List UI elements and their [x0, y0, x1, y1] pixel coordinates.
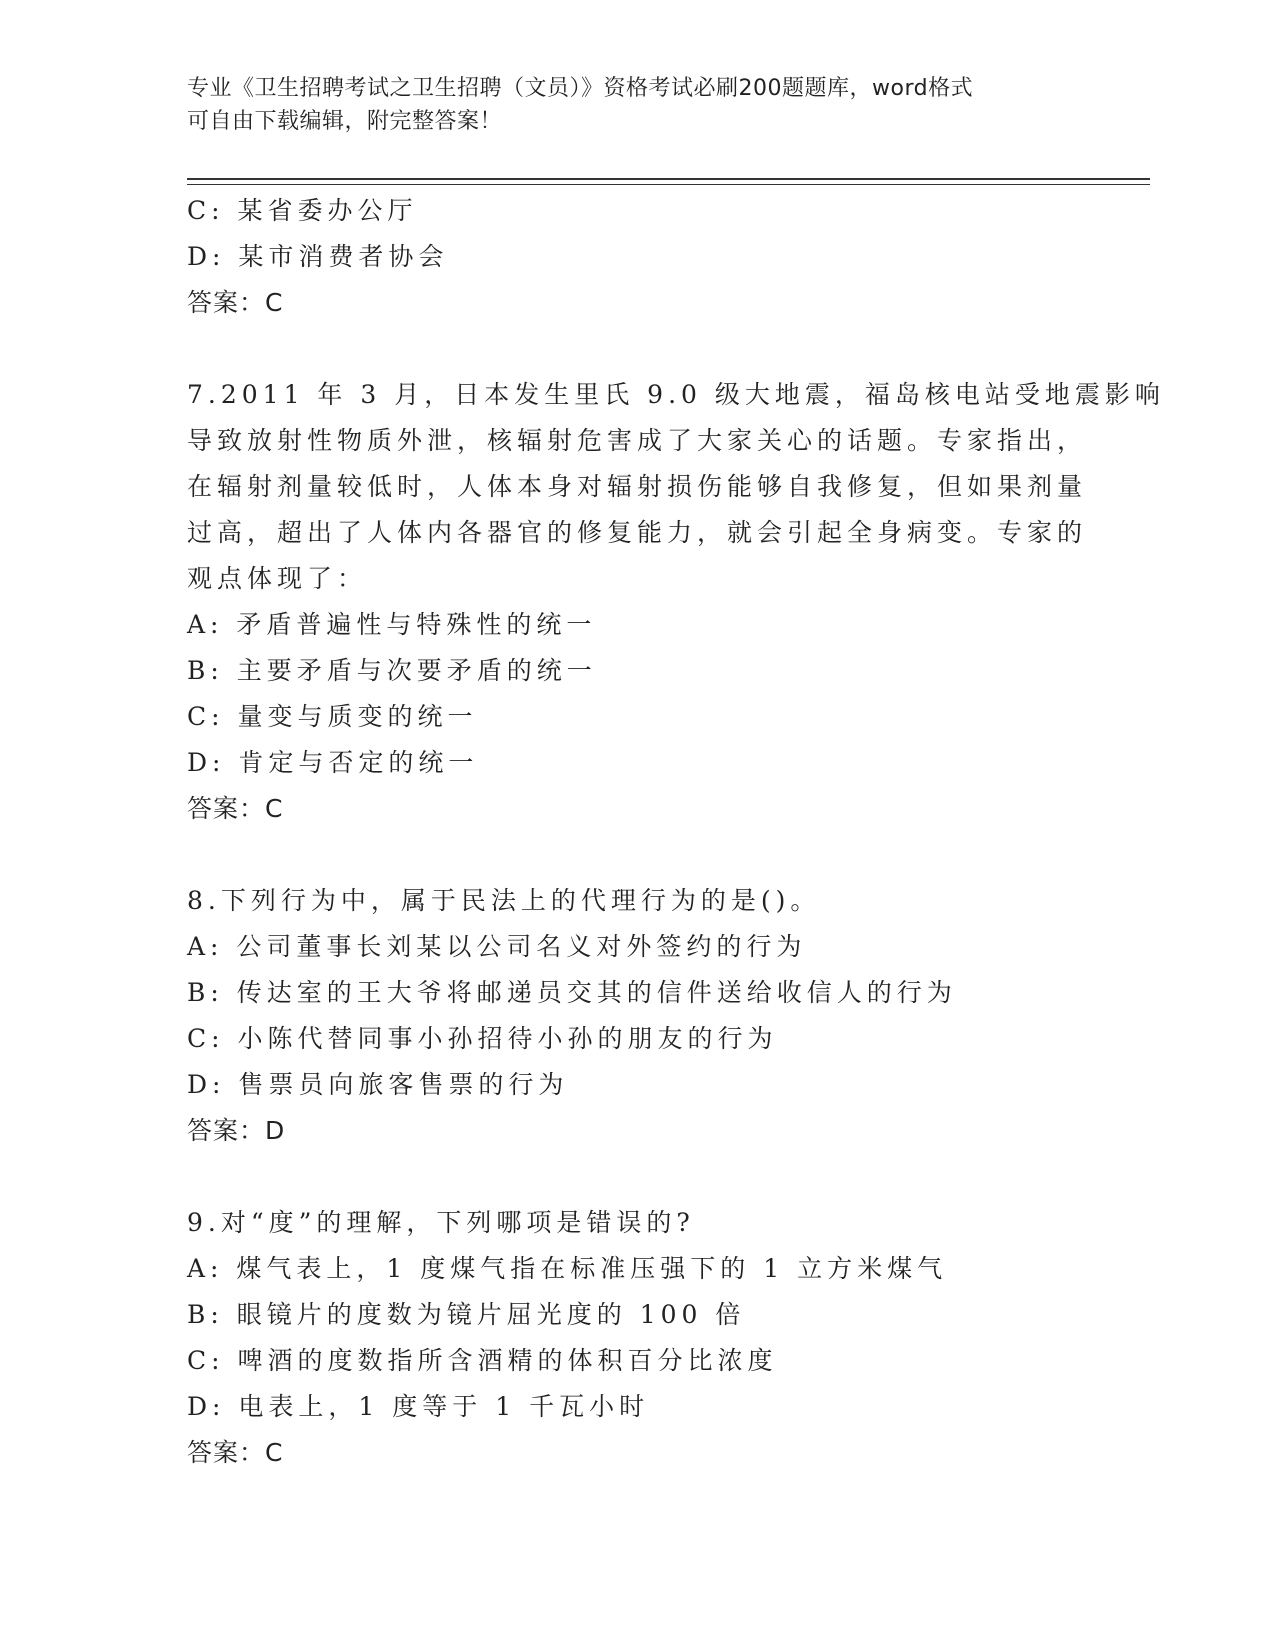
question-9 [187, 1200, 1067, 1476]
header-line-1: 专业《卫生招聘考试之卫生招聘（文员）》资格考试必刷200题题库，word格式 [187, 76, 974, 101]
q7-stem-line: 7.2011 年 3 月，日本发生里氏 9.0 级大地震，福岛核电站受地震影响 [187, 380, 1165, 409]
header-line-2: 可自由下载编辑，附完整答案！ [187, 109, 503, 134]
q7-option-a: A: 矛盾普遍性与特殊性的统一 [187, 610, 597, 639]
question-8 [187, 878, 1067, 1154]
q9-option-c: C: 啤酒的度数指所含酒精的体积百分比浓度 [187, 1346, 778, 1375]
document-header [187, 72, 1067, 138]
q8-option-d: D: 售票员向旅客售票的行为 [187, 1070, 569, 1099]
header-divider-thick [187, 178, 1150, 180]
q9-option-b: B: 眼镜片的度数为镜片屈光度的 100 倍 [187, 1300, 746, 1329]
q7-option-c: C: 量变与质变的统一 [187, 702, 478, 731]
q7-stem-line: 在辐射剂量较低时，人体本身对辐射损伤能够自我修复，但如果剂量 [187, 472, 1088, 501]
q8-option-a: A: 公司董事长刘某以公司名义对外签约的行为 [187, 932, 807, 961]
q8-option-c: C: 小陈代替同事小孙招待小孙的朋友的行为 [187, 1024, 778, 1053]
header-divider-thin [187, 184, 1150, 185]
question-6-tail [187, 188, 1067, 326]
spacer [187, 1154, 1067, 1200]
q9-answer: 答案：C [187, 1438, 284, 1467]
q8-answer: 答案：D [187, 1116, 286, 1145]
q7-stem-line: 观点体现了： [187, 564, 368, 593]
q8-stem: 8.下列行为中，属于民法上的代理行为的是()。 [187, 886, 821, 915]
q6-option-d: D: 某市消费者协会 [187, 242, 449, 271]
q7-answer: 答案：C [187, 794, 284, 823]
spacer [187, 326, 1067, 372]
question-content [187, 188, 1165, 1476]
q9-stem: 9.对“度”的理解，下列哪项是错误的? [187, 1208, 695, 1237]
question-7 [187, 372, 1165, 832]
q9-option-d: D: 电表上，1 度等于 1 千瓦小时 [187, 1392, 650, 1421]
q7-option-b: B: 主要矛盾与次要矛盾的统一 [187, 656, 597, 685]
q9-option-a: A: 煤气表上，1 度煤气指在标准压强下的 1 立方米煤气 [187, 1254, 948, 1283]
q6-answer: 答案：C [187, 288, 284, 317]
q8-option-b: B: 传达室的王大爷将邮递员交其的信件送给收信人的行为 [187, 978, 957, 1007]
q6-option-c: C: 某省委办公厅 [187, 196, 418, 225]
spacer [187, 832, 1067, 878]
q7-stem-line: 导致放射性物质外泄，核辐射危害成了大家关心的话题。专家指出， [187, 426, 1088, 455]
q7-option-d: D: 肯定与否定的统一 [187, 748, 479, 777]
q7-stem-line: 过高，超出了人体内各器官的修复能力，就会引起全身病变。专家的 [187, 518, 1088, 547]
q7-stem [187, 372, 1165, 602]
